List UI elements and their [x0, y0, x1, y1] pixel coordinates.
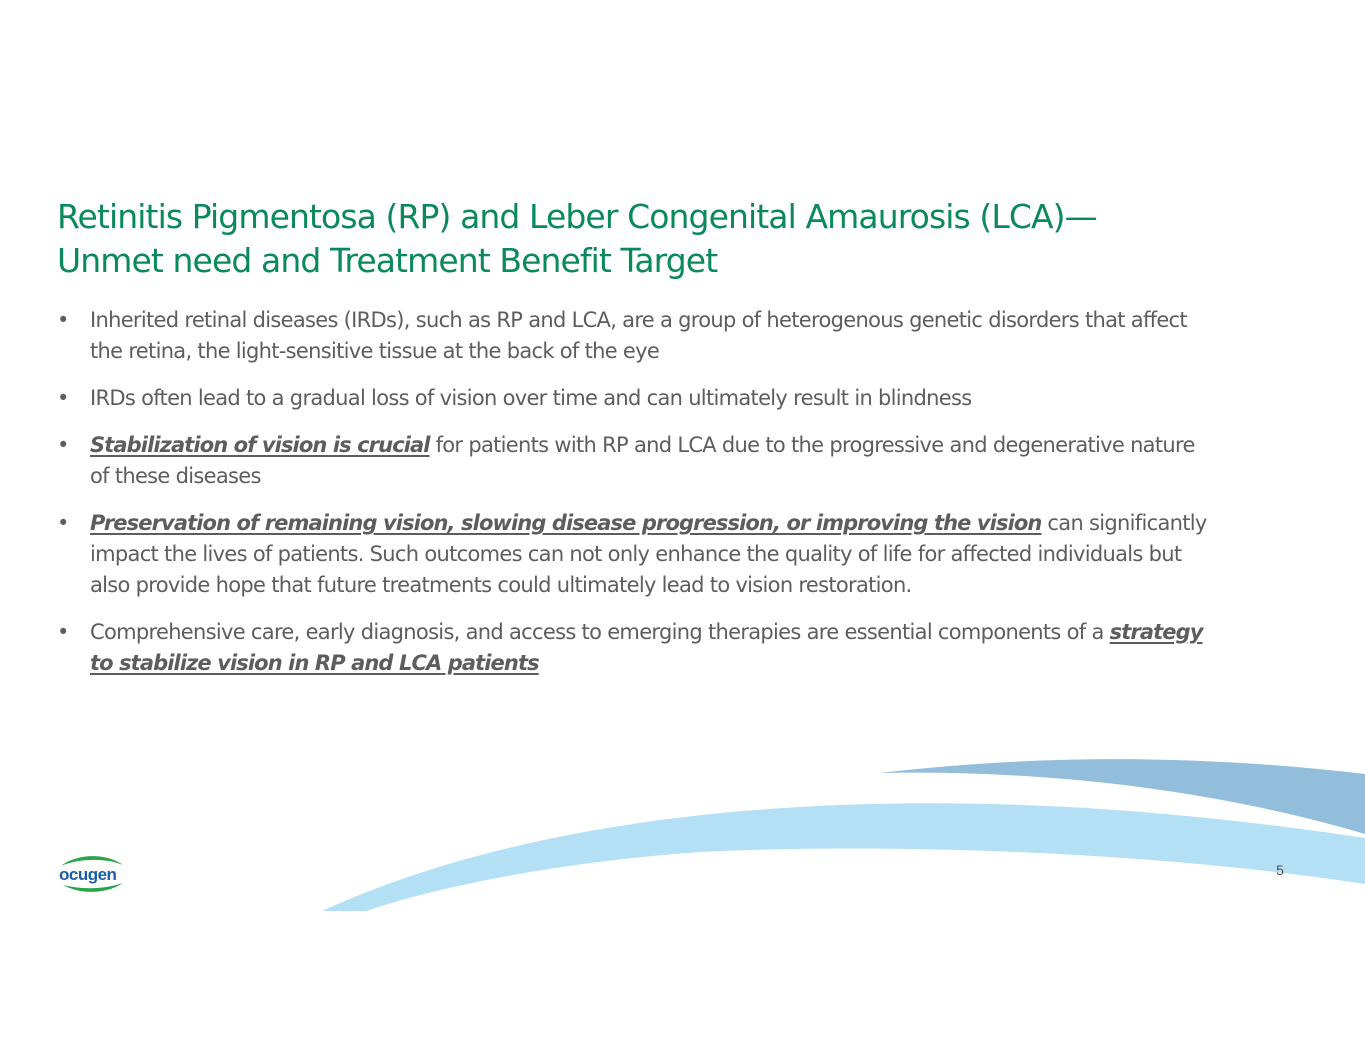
bullet-item-4	[57, 508, 1217, 601]
bullet-item-2	[57, 383, 1217, 414]
bullet-3-text: for patients with RP and LCA due to the progressive and degenerative nature of these diseases	[90, 433, 1195, 488]
bullet-item-5	[57, 617, 1217, 679]
bullet-3-emphasis: Stabilization of vision is crucial	[90, 433, 430, 457]
bullet-4-emphasis: Preservation of remaining vision, slowing disease progression, or improving the vision	[90, 511, 1042, 535]
bullet-dot-icon: •	[57, 620, 69, 644]
ocugen-logo	[55, 852, 131, 894]
logo-wordmark: ocugen	[59, 865, 117, 884]
slide-title-line-1: Retinitis Pigmentosa (RP) and Leber Congenital Amaurosis (LCA)—	[57, 197, 1097, 236]
bullet-4-text: can significantly impact the lives of patients. Such outcomes can not only enhance the quality of life for affected individuals but also provide hope that future treatments could ultimately lead to vision restoration.	[90, 511, 1207, 597]
bullet-dot-icon: •	[57, 433, 69, 457]
slide-title-line-2: Unmet need and Treatment Benefit Target	[57, 241, 718, 280]
bullet-dot-icon: •	[57, 386, 69, 410]
logo-bottom-arc	[63, 883, 123, 892]
bullet-5-text: Comprehensive care, early diagnosis, and access to emerging therapies are essential components of a	[90, 620, 1110, 644]
wave-light-blue	[322, 803, 1365, 911]
bullet-2-text: IRDs often lead to a gradual loss of vision over time and can ultimately result in blindness	[90, 386, 972, 410]
bullet-dot-icon: •	[57, 308, 69, 332]
bullet-5-emphasis: strategy to stabilize vision in RP and LCA patients	[90, 620, 1203, 675]
bullet-item-3	[57, 430, 1217, 492]
bullet-item-1	[57, 305, 1217, 367]
slide-title	[57, 195, 1297, 283]
bullet-dot-icon: •	[57, 511, 69, 535]
decorative-waves	[0, 740, 1365, 920]
bullet-1-text: Inherited retinal diseases (IRDs), such as RP and LCA, are a group of heterogenous genetic disorders that affect the retina, the light-sensitive tissue at the back of the eye	[90, 308, 1187, 363]
bullet-list	[57, 305, 1217, 695]
page-number: 5	[1276, 862, 1284, 878]
